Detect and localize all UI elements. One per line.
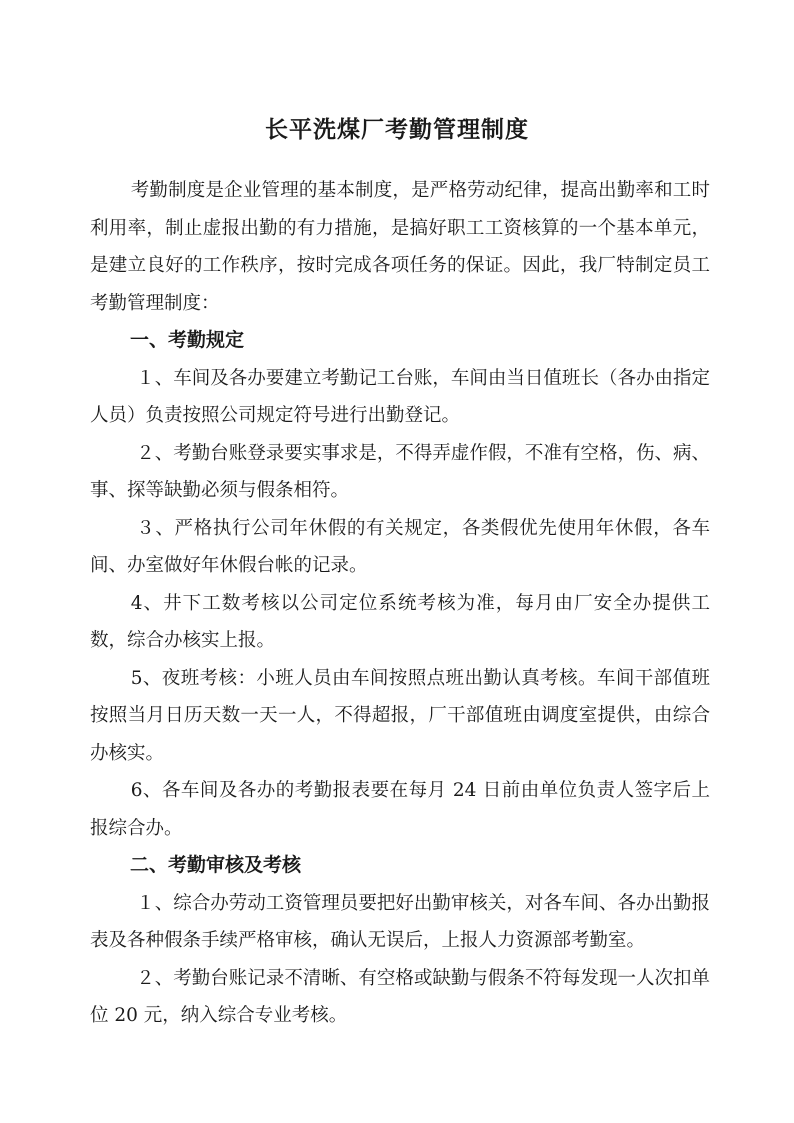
section-2-item-1: １、综合办劳动工资管理员要把好出勤审核关，对各车间、各办出勤报表及各种假条手续严格审核，确认无误后，上报人力资源部考勤室。 <box>90 892 710 951</box>
section-1-item-5: 5、夜班考核：小班人员由车间按照点班出勤认真考核。车间干部值班按照当月日历天数一天一人，不得超报，厂干部值班由调度室提供，由综合办核实。 <box>90 667 710 764</box>
section-1-item-3: ３、严格执行公司年休假的有关规定，各类假优先使用年休假，各车间、办室做好年休假台帐的记录。 <box>90 517 710 576</box>
section-1-item-4: 4、井下工数考核以公司定位系统考核为准，每月由厂安全办提供工数，综合办核实上报。 <box>90 592 710 651</box>
section-1-item-6: 6、各车间及各办的考勤报表要在每月 24 日前由单位负责人签字后上报综合办。 <box>90 780 710 839</box>
section-1-item-2: ２、考勤台账登录要实事求是，不得弄虚作假，不准有空格，伤、病、事、探等缺勤必须与假条相符。 <box>90 442 710 501</box>
document-body <box>90 172 710 1035</box>
document-title: 长平洗煤厂考勤管理制度 <box>265 116 529 143</box>
section-2-heading: 二、考勤审核及考核 <box>130 854 302 876</box>
intro-paragraph: 考勤制度是企业管理的基本制度，是严格劳动纪律，提高出勤率和工时利用率，制止虚报出勤的有力措施，是搞好职工工资核算的一个基本单元，是建立良好的工作秩序，按时完成各项任务的保证。因此，我厂特制定员工考勤管理制度： <box>90 180 710 314</box>
section-1-heading: 一、考勤规定 <box>130 329 245 351</box>
section-2-item-2: ２、考勤台账记录不清晰、有空格或缺勤与假条不符每发现一人次扣单位 20 元，纳入综合专业考核。 <box>90 967 710 1026</box>
section-1-item-1: １、车间及各办要建立考勤记工台账，车间由当日值班长（各办由指定人员）负责按照公司规定符号进行出勤登记。 <box>90 367 710 426</box>
